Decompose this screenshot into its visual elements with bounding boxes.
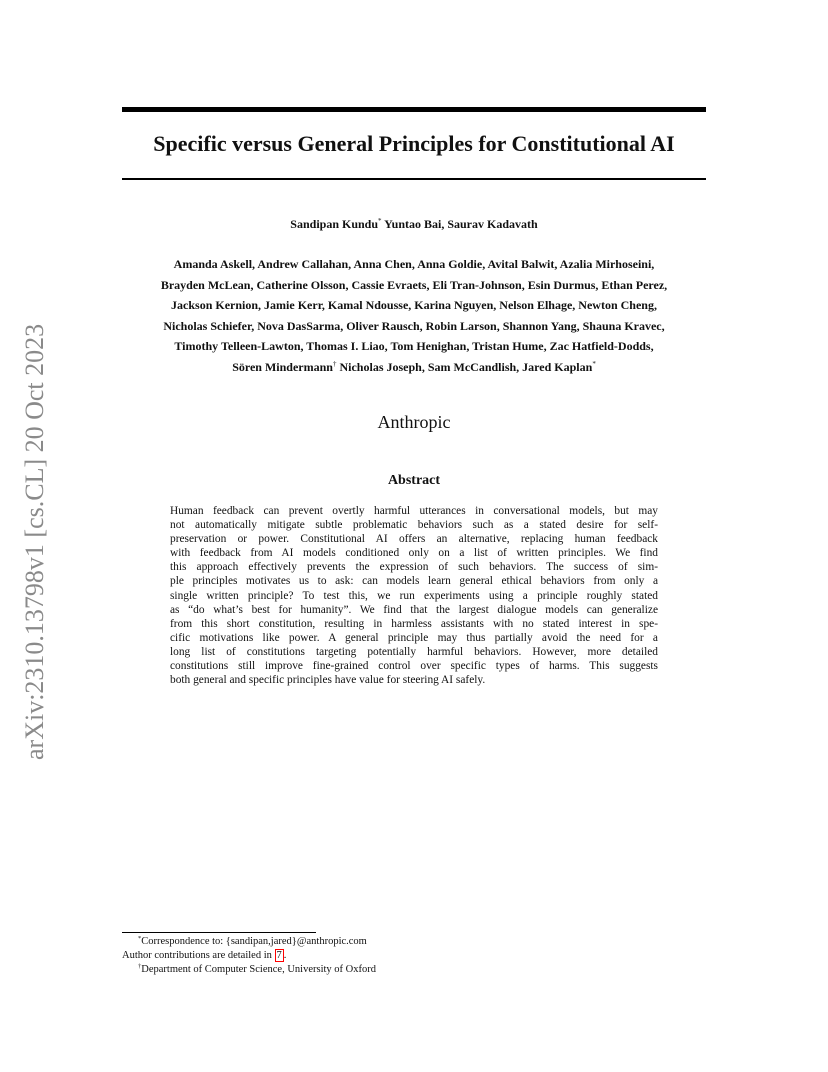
footnote-correspondence: [122, 935, 706, 949]
author-name: Sandipan Kundu: [290, 217, 379, 231]
correspondence-mark: *: [378, 217, 382, 225]
correspondence-mark: *: [592, 359, 596, 368]
lead-authors: [122, 215, 706, 233]
abstract-line: this approach effectively prevents the expression of such behaviors. The success of sim-: [170, 561, 658, 574]
abstract-line: Human feedback can prevent overtly harmful utterances in conversational models, but may: [170, 505, 658, 517]
footnote-text: Correspondence to: {sandipan,jared}@anthropic.com: [141, 936, 367, 947]
author-names: Nicholas Joseph, Sam McCandlish, Jared Kaplan: [336, 359, 593, 374]
arxiv-identifier-stamp: arXiv:2310.13798v1 [cs.CL] 20 Oct 2023: [20, 323, 49, 760]
abstract-line: single written principle? To test this, we run experiments using a principle roughly stated: [170, 589, 658, 602]
footnote-contributions: [122, 949, 706, 963]
footnote-text: Department of Computer Science, University of Oxford: [141, 964, 376, 975]
affiliation: Anthropic: [377, 412, 451, 432]
author-name: Sören Mindermann: [232, 359, 333, 374]
abstract-line: as “do what’s best for humanity”. We find that the largest dialogue models can generalize: [170, 603, 658, 616]
author-line: Jackson Kernion, Jamie Kerr, Kamal Ndousse, Karina Nguyen, Nelson Elhage, Newton Cheng,: [171, 298, 657, 313]
footnote-text: Author contributions are detailed in: [122, 950, 275, 961]
title-bottom-rule: [122, 178, 706, 180]
section-reference-link[interactable]: 7: [276, 950, 282, 961]
author-line: Timothy Telleen-Lawton, Thomas I. Liao, Tom Henighan, Tristan Hume, Zac Hatfield-Dodds,: [174, 339, 654, 354]
title-top-rule: [122, 107, 706, 112]
abstract-line: ple principles motivates us to ask: can models learn general ethical behaviors from only a: [170, 575, 658, 588]
author-names: Yuntao Bai, Saurav Kadavath: [381, 217, 538, 231]
abstract-line: with feedback from AI models conditioned only on a list of written principles. We find: [170, 547, 658, 560]
abstract-line: long list of constitutions targeting potentially harmful behaviors. However, more detailed: [170, 645, 658, 658]
author-line: Brayden McLean, Catherine Olsson, Cassie Evraets, Eli Tran-Johnson, Esin Durmus, Ethan Perez,: [160, 277, 668, 292]
abstract-line: from this short constitution, resulting in harmless assistants with no stated interest in spe-: [170, 617, 658, 630]
footnote-mark: *: [138, 935, 142, 942]
author-line: [122, 357, 706, 378]
footnotes: [122, 935, 706, 977]
footnote-punctuation: .: [283, 950, 287, 961]
author-list: [122, 254, 706, 378]
abstract-line: not automatically mitigate subtle problematic behaviors such as a stated desire for self-: [170, 519, 658, 532]
paper-title: Specific versus General Principles for Constitutional AI: [153, 131, 675, 156]
abstract-body: [170, 504, 658, 687]
abstract-line: constitutions still improve fine-grained control over specific types of harms. This suggests: [170, 660, 658, 673]
author-line: Amanda Askell, Andrew Callahan, Anna Chen, Anna Goldie, Avital Balwit, Azalia Mirhoseini,: [173, 257, 655, 271]
abstract-line: both general and specific principles have value for steering AI safely.: [170, 674, 486, 687]
footnote-mark: †: [138, 963, 142, 970]
abstract-heading: Abstract: [387, 473, 441, 488]
affiliation-mark: †: [332, 359, 337, 368]
abstract-line: cific motivations like power. A general principle may thus partially avoid the need for a: [170, 631, 658, 644]
footnote-rule: [122, 932, 316, 933]
footnote-affiliation: [122, 963, 706, 977]
author-line: Nicholas Schiefer, Nova DasSarma, Oliver Rausch, Robin Larson, Shannon Yang, Shauna Kravec,: [163, 318, 665, 333]
abstract-line: preservation or power. Constitutional AI offers an alternative, replacing human feedback: [170, 533, 658, 546]
